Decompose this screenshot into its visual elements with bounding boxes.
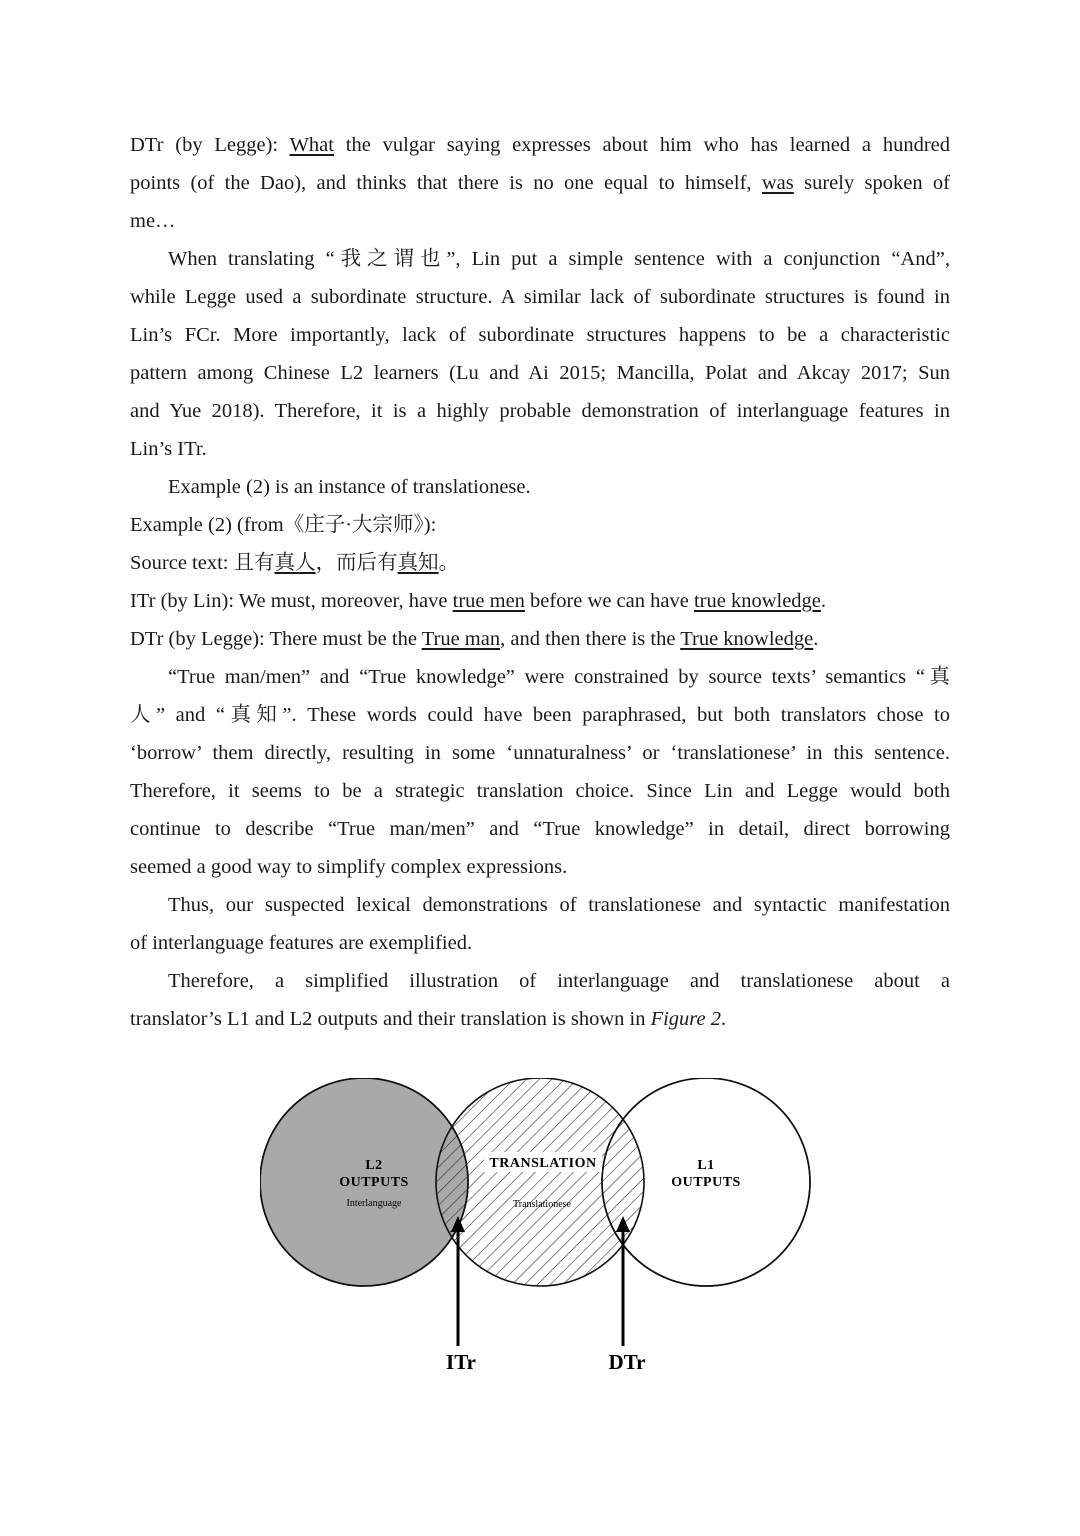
text-line [130, 848, 950, 886]
text-line [130, 354, 950, 392]
text-span: before we can have [524, 590, 694, 612]
page-body [130, 126, 950, 1038]
text-span: . [721, 1008, 727, 1030]
text-span: while Legge used a subordinate structure. A similar lack of subordinate structures is found in [130, 286, 950, 308]
text-span: When translating “我之谓也”, Lin put a simple sentence with a conjunction “And”, [168, 248, 950, 270]
text-span: and Yue 2018). Therefore, it is a highly probable demonstration of interlanguage features in [130, 400, 950, 422]
text-line [130, 924, 950, 962]
text-span: . [813, 628, 819, 650]
underlined-term: true men [452, 590, 525, 612]
text-span: . [820, 590, 827, 612]
text-span: “True man/men” and “True knowledge” were constrained by source texts’ semantics “真 [168, 666, 950, 688]
text-line [130, 620, 950, 658]
text-line [130, 468, 950, 506]
text-line [130, 164, 950, 202]
underlined-term: 真人 [274, 552, 316, 574]
underlined-term: What [289, 134, 334, 156]
text-span: Therefore, a simplified illustration of interlanguage and translationese about a [168, 970, 950, 992]
text-line [130, 278, 950, 316]
text-line [130, 506, 950, 544]
text-span: the vulgar saying expresses about him who has learned a hundred [333, 134, 950, 156]
underlined-term: true knowledge [693, 590, 821, 612]
text-span: 。 [438, 552, 460, 574]
text-span: DTr (by Legge): There must be the [130, 628, 422, 650]
text-span: of interlanguage features are exemplified. [130, 932, 473, 954]
text-span: surely spoken of [793, 172, 950, 194]
l2-title: L2 [365, 1158, 383, 1173]
text-line [130, 126, 950, 164]
text-span: ‘borrow’ them directly, resulting in some ‘unnaturalness’ or ‘translationese’ in this sentence. [130, 742, 950, 764]
figure-reference: Figure 2 [650, 1008, 722, 1030]
text-line [130, 582, 950, 620]
text-span: continue to describe “True man/men” and “True knowledge” in detail, direct borrowing [130, 818, 950, 840]
text-line [130, 430, 950, 468]
text-span: ITr (by Lin): We must, moreover, have [130, 590, 453, 612]
l2-note: Interlanguage [346, 1198, 402, 1209]
underlined-term: was [761, 172, 794, 194]
text-line [130, 886, 950, 924]
l2-subtitle: OUTPUTS [339, 1175, 409, 1190]
dtr-label: DTr [608, 1350, 646, 1374]
itr-label: ITr [446, 1350, 476, 1374]
text-span: DTr (by Legge): [130, 134, 290, 156]
underlined-term: True man [421, 628, 501, 650]
text-line [130, 1000, 950, 1038]
text-line [130, 658, 950, 696]
text-span: , and then there is the [500, 628, 681, 650]
text-span: Example (2) is an instance of translationese. [168, 476, 531, 498]
l1-subtitle: OUTPUTS [671, 1175, 741, 1190]
text-span: translator’s L1 and L2 outputs and their translation is shown in [130, 1008, 651, 1030]
text-span: ，而后有 [315, 552, 398, 574]
text-span: Lin’s ITr. [130, 438, 207, 460]
underlined-term: 真知 [397, 552, 439, 574]
text-span: Example (2) (from《庄子·大宗师》): [130, 514, 437, 536]
text-line [130, 202, 950, 240]
text-line [130, 772, 950, 810]
text-line [130, 544, 950, 582]
text-line [130, 392, 950, 430]
text-line [130, 696, 950, 734]
text-line [130, 734, 950, 772]
text-line [130, 240, 950, 278]
figure-2-venn-diagram [260, 1078, 820, 1388]
text-line [130, 962, 950, 1000]
text-span: seemed a good way to simplify complex expressions. [130, 856, 568, 878]
text-span: points (of the Dao), and thinks that there is no one equal to himself, [130, 172, 762, 194]
l1-title: L1 [697, 1158, 715, 1173]
text-span: Therefore, it seems to be a strategic translation choice. Since Lin and Legge would both [130, 780, 950, 802]
text-span: Thus, our suspected lexical demonstrations of translationese and syntactic manifestation [168, 894, 950, 916]
text-span: Lin’s FCr. More importantly, lack of subordinate structures happens to be a characteristic [130, 324, 950, 346]
text-span: me… [130, 210, 176, 232]
underlined-term: True knowledge [680, 628, 814, 650]
translation-note: Translationese [513, 1199, 571, 1210]
text-span: pattern among Chinese L2 learners (Lu and Ai 2015; Mancilla, Polat and Akcay 2017; Sun [130, 362, 950, 384]
text-span: Source text: 且有 [130, 552, 275, 574]
translation-title: TRANSLATION [489, 1156, 597, 1171]
text-span: 人” and “真知”. These words could have been paraphrased, but both translators chose to [130, 704, 950, 726]
text-line [130, 810, 950, 848]
text-line [130, 316, 950, 354]
